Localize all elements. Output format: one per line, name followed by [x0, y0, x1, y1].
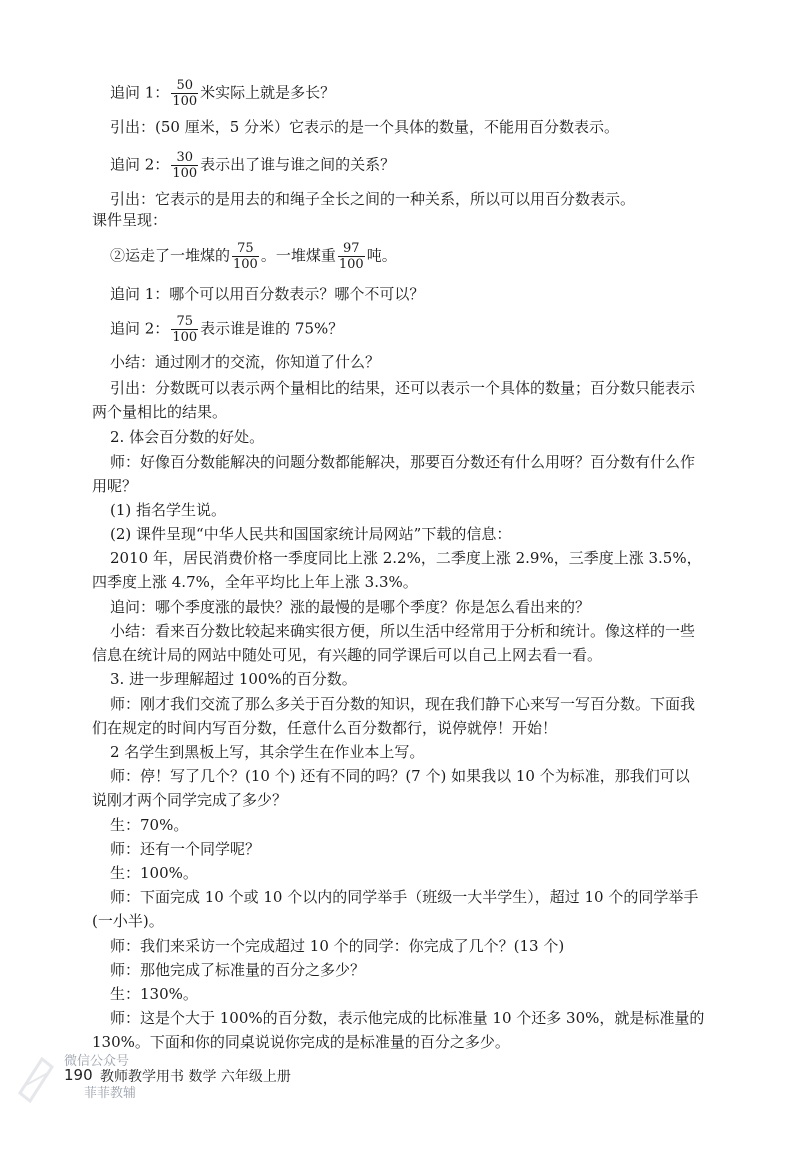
line-prefix: ②运走了一堆煤的 [110, 246, 231, 265]
text-line: 追问 1：哪个可以用百分数表示？哪个不可以？ [110, 285, 425, 303]
fraction-denominator: 100 [338, 257, 364, 272]
text-line: 说刚才两个同学完成了多少？ [92, 791, 288, 809]
text-line: 2010 年，居民消费价格一季度同比上涨 2.2%，二季度上涨 2.9%，三季度上涨 3.5%， [110, 549, 702, 567]
line-suffix: 吨。 [366, 246, 397, 265]
fraction-numerator: 75 [171, 314, 198, 330]
text-line: 师：我们来采访一个完成超过 10 个的同学：你完成了几个？(13 个) [110, 937, 565, 955]
question-line [110, 314, 750, 345]
text-line: 用呢？ [92, 477, 138, 495]
text-line: (1) 指名学生说。 [110, 501, 227, 519]
fraction-numerator: 50 [171, 78, 198, 94]
text-line: 师：还有一个同学呢？ [110, 840, 261, 858]
fraction [338, 241, 365, 272]
text-line: 小结：通过刚才的交流，你知道了什么？ [110, 353, 381, 371]
text-line: 们在规定的时间内写百分数，任意什么百分数都行，说停就停！开始！ [92, 719, 558, 737]
line-suffix: 米实际上就是多长？ [200, 83, 336, 102]
text-line: 生：100%。 [110, 864, 198, 882]
fraction-denominator: 100 [172, 166, 198, 181]
fraction [171, 150, 198, 181]
section-heading: 3. 进一步理解超过 100%的百分数。 [110, 670, 357, 688]
text-line: 引出：(50 厘米，5 分米）它表示的是一个具体的数量，不能用百分数表示。 [110, 118, 620, 136]
line-middle: 。一堆煤重 [260, 246, 336, 265]
text-line: (2) 课件呈现“中华人民共和国国家统计局网站”下载的信息： [110, 525, 512, 543]
fraction-denominator: 100 [172, 330, 198, 345]
text-line: 师：好像百分数能解决的问题分数都能解决，那要百分数还有什么用呀？百分数有什么作 [110, 453, 696, 471]
line-suffix: 表示谁是谁的 75%？ [200, 319, 344, 338]
text-line: 信息在统计局的网站中随处可见，有兴趣的同学课后可以自己上网去看一看。 [92, 646, 603, 664]
text-line: 引出：它表示的是用去的和绳子全长之间的一种关系，所以可以用百分数表示。 [110, 190, 636, 208]
text-line: 引出：分数既可以表示两个量相比的结果，还可以表示一个具体的数量；百分数只能表示 [110, 379, 696, 397]
text-line: 师：刚才我们交流了那么多关于百分数的知识，现在我们静下心来写一写百分数。下面我 [110, 695, 696, 713]
page-number: 190 [64, 1066, 93, 1084]
section-heading: 2. 体会百分数的好处。 [110, 428, 265, 446]
line-suffix: 表示出了谁与谁之间的关系？ [200, 155, 396, 174]
fraction-denominator: 100 [172, 94, 198, 109]
example-line [110, 241, 750, 272]
text-line: 师：这是个大于 100%的百分数，表示他完成的比标准量 10 个还多 30%，就是标准量的 [110, 1009, 705, 1027]
fraction-denominator: 100 [233, 257, 258, 272]
text-line: 2 名学生到黑板上写，其余学生在作业本上写。 [110, 743, 425, 761]
book-title: 教师教学用书 数学 六年级上册 [100, 1069, 291, 1085]
text-line: 生：130%。 [110, 985, 198, 1003]
fraction-numerator: 75 [232, 241, 259, 257]
fraction-numerator: 97 [338, 241, 365, 257]
line-prefix: 追问 1： [110, 83, 170, 102]
text-line: 小结：看来百分数比较起来确实很方便，所以生活中经常用于分析和统计。像这样的一些 [110, 622, 696, 640]
question-1-line [110, 78, 750, 109]
watermark-text: 菲菲教辅 [84, 1086, 137, 1101]
text-line: 生：70%。 [110, 816, 189, 834]
text-line: 追问：哪个季度涨的最快？涨的最慢的是哪个季度？你是怎么看出来的？ [110, 598, 591, 616]
text-line: 师：停！写了几个？(10 个) 还有不同的吗？(7 个) 如果我以 10 个为标准，那我们可以 [110, 767, 690, 785]
text-line: 两个量相比的结果。 [92, 403, 228, 421]
text-line: 师：那他完成了标准量的百分之多少？ [110, 961, 366, 979]
text-line: 课件呈现： [92, 211, 168, 229]
text-line: 师：下面完成 10 个或 10 个以内的同学举手（班级一大半学生），超过 10 个的同学举手 [110, 888, 699, 906]
text-line: (一小半)。 [92, 912, 164, 930]
fraction [232, 241, 259, 272]
watermark-text: 微信公众号 [64, 1054, 130, 1069]
question-2-line [110, 150, 750, 181]
text-line: 130%。下面和你的同桌说说你完成的是标准量的百分之多少。 [92, 1033, 510, 1051]
fraction-numerator: 30 [171, 150, 198, 166]
text-line: 四季度上涨 4.7%，全年平均比上年上涨 3.3%。 [92, 573, 418, 591]
fraction [171, 78, 198, 109]
line-prefix: 追问 2： [110, 319, 170, 338]
line-prefix: 追问 2： [110, 155, 170, 174]
fraction [171, 314, 198, 345]
